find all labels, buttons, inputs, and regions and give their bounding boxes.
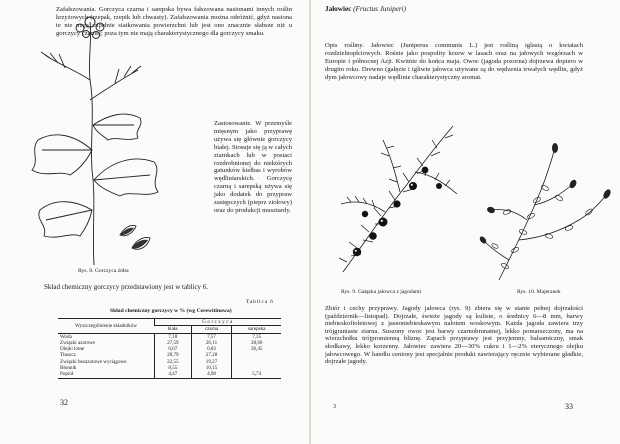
col-name-header: Wyszczególnienie składników xyxy=(58,319,155,334)
left-page xyxy=(0,0,309,444)
cell-value: 27,59 xyxy=(155,340,192,346)
cell-value: 19,27 xyxy=(191,359,232,365)
zafalszowania-paragraph xyxy=(56,6,292,38)
col-header-czarna: czarna xyxy=(191,326,232,333)
group-header: Gorczyca xyxy=(155,319,282,326)
cell-value: 10,15 xyxy=(191,365,232,371)
cell-value: 4,47 xyxy=(155,371,192,378)
page-number-left: 32 xyxy=(60,398,68,407)
row-name: Błonnik xyxy=(60,365,77,372)
table-row xyxy=(58,371,281,378)
col-header-biala: biała xyxy=(155,326,192,333)
right-page xyxy=(311,0,620,444)
zafalszowania-text: Zafałszowania. Gorczyca czarna i sarepska bywa fałszowana nasionami innych roślin krzyżowych (rzepak, rzepik lub chwasty). Zafałszowania można odróżnić, gdyż nasiona te nie mają zupełnie siatkowania powierzchni lub jest ono znacznie słabsze niż u gorczycy czarnej; poza tym nie mają charakterystycznego dla gorczycy smaku. xyxy=(56,6,292,37)
cell-value: 7,18 xyxy=(155,333,192,340)
row-name: Związki bezazotowe wyciągowe xyxy=(60,358,127,365)
zbior-text: Zbiór i cechy przyprawy. Jagody jałowca (rys. 9) zbiera się w stanie pełnej dojrzałości (październik—listopad). Dojrzałe, świeże jagody są kuliste, o średnicy 6—8 mm, barwy niebieskofioletowej z jasnoniebieskawym nalotem woskowym. Każda jagoda zawiera trzy trójgraniaste ziarna. Suszony owoc jest barwy czarnobrunatnej, lekko pomarszczony, ma na wierzchołku trójpromienną bliznę. Zapach przyprawy jest przyjemny, balsamiczny, smak słodkawy, lekko korzenny. Jałowiec zawiera 20—30% cukru i 1—2% eterycznego olejku jałowcowego. W handlu ceniony jest specjalnie produkt zawierający ręcznie wybierane gładkie, dojrzałe jagody. xyxy=(325,305,583,366)
zbior-paragraph xyxy=(325,305,583,366)
page-number-right: 33 xyxy=(565,402,573,411)
zastosowanie-paragraph xyxy=(214,120,292,215)
table-title: Skład chemiczny gorczycy w % (wg Cerewitinowa) xyxy=(110,308,232,314)
zastosowanie-text: Zastosowanie. W przemyśle mięsnym jako przyprawę używa się głównie gorczycy białej. Stosuje się ją w całych ziarnkach lub w postaci rozdrobnionej do niektórych gatunków kiełbas i wyrobów wędliniarskich. Gorczycę czarną i sarepską używa się jako dodatek do przypraw zastępczych (pieprz ziołowy) oraz do produkcji musztardy. xyxy=(214,120,293,214)
cell-value: 22,55 xyxy=(155,359,192,365)
col-header-sarepska: sarepska xyxy=(232,326,281,333)
cell-value: 28,79 xyxy=(155,352,192,358)
cell-value: 26,45 xyxy=(232,346,281,352)
cell-value: 8,55 xyxy=(155,365,192,371)
opis-text: Opis rośliny. Jałowiec (Juniperus communis L.) jest rośliną iglastą o kwiatach rozdzielnopłciowych. Rośnie jako pospolity krzew w lasach oraz na jałowych wzgórzach w Europie i północnej Azji. Kwitnie do końca maja. Owoc (jagoda pozorna) dojrzewa dopiero w drugim roku. Drewno (gałęzie i igliwie jałowca używane są do wędzenia trwałych wędlin, gdyż dym jałowcowy nadaje wędlinie charakterystyczny aromat. xyxy=(325,42,583,81)
juniper-branch-illustration xyxy=(325,112,467,284)
mustard-plant-illustration xyxy=(20,10,166,268)
cell-value: 0,83 xyxy=(191,346,232,352)
cell-value: 7,35 xyxy=(232,333,281,340)
row-name: Popiół xyxy=(58,371,155,378)
table-row xyxy=(58,333,281,340)
composition-table xyxy=(58,318,281,379)
cell-value: 0,67 xyxy=(155,346,192,352)
section-heading xyxy=(325,5,406,13)
row-name: Związki azotowe xyxy=(60,339,95,346)
row-name: Woda xyxy=(60,333,72,340)
composition-sentence: Skład chemiczny gorczycy przedstawiony jest w tablicy 6. xyxy=(44,283,209,291)
cell-value: 26,11 xyxy=(191,340,232,346)
row-name: Olejki lotne xyxy=(60,346,85,353)
row-name: Tłuszcz xyxy=(60,352,76,359)
opis-paragraph xyxy=(325,42,583,82)
cell-value: 7,57 xyxy=(191,333,232,340)
footer-mark: 3 xyxy=(333,404,336,410)
heading-main: Jałowiec xyxy=(325,5,352,13)
figure-10-caption: Rys. 10. Majeranek xyxy=(517,289,561,295)
marjoram-illustration xyxy=(479,140,615,286)
table-label: Tablica 6 xyxy=(246,299,274,305)
cell-value: 5,74 xyxy=(232,371,281,378)
cell-value: 4,98 xyxy=(191,371,232,378)
heading-latin: (Fructus Juniperi) xyxy=(353,5,407,13)
figure-9-caption: Rys. 9. Gałązka jałowca z jagodami xyxy=(341,289,422,295)
figure-8-caption: Rys. 8. Gorczyca żółta xyxy=(78,268,129,274)
cell-value: 28,60 xyxy=(232,340,281,346)
cell-value: 27,28 xyxy=(191,352,232,358)
